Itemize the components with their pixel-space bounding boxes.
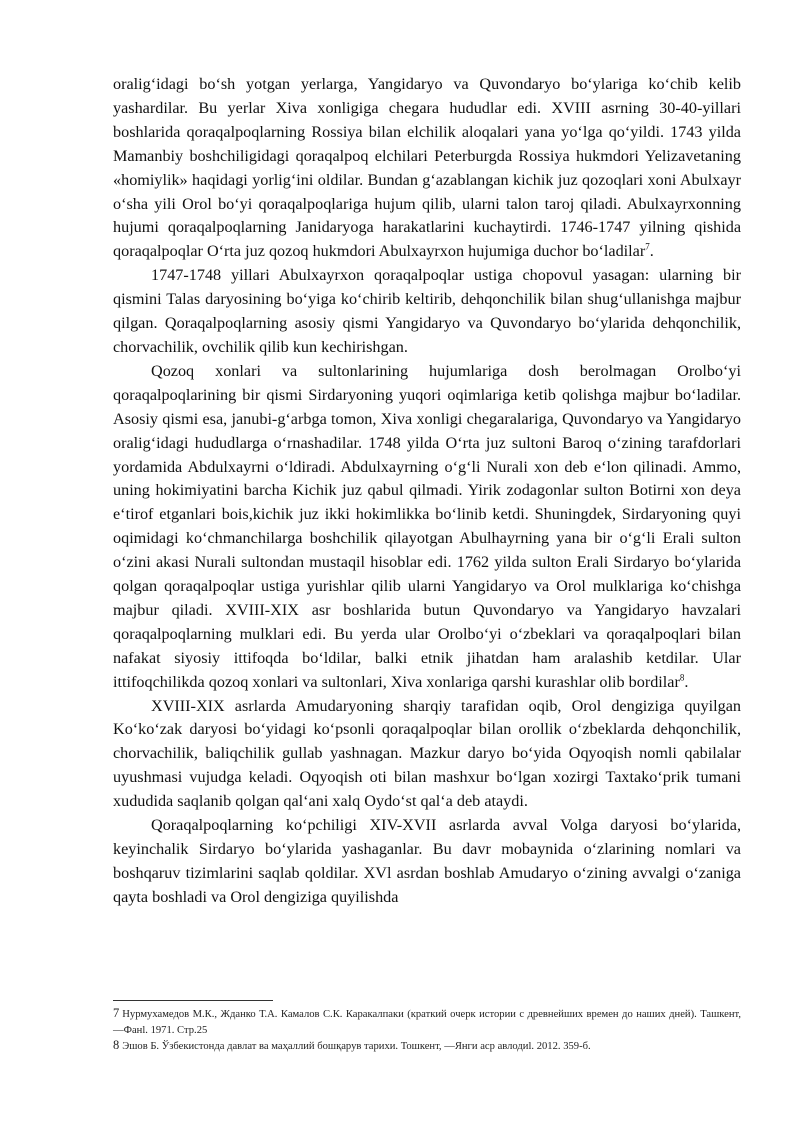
paragraph-text: Qozoq xonlari va sultonlarining hujumlariga dosh berolmagan Orolbo‘yi qoraqalpoqlarining bir qismi Sirdaryoning yuqori oqimlariga ketib qolishga majbur bo‘ladilar. Asosiy qismi esa, janubi-g‘arbga tomon, Xiva xonligi chegaralariga, Quvondaryo va Yangidaryo oralig‘idagi hududlarga o‘rnashadilar. 1748 yilda O‘rta juz sultoni Baroq o‘zining tarafdorlari yordamida Abdulxayrni o‘ldiradi. Abdulxayrning o‘g‘li Nurali xon deb e‘lon qilinadi. Ammo, uning hokimiyatini barcha Kichik juz qabul qilmadi. Yirik zodagonlar sulton Botirni xon deya e‘tirof etganlari bois,kichik juz ikki hokimlikka bo‘linib ketdi. Shuningdek, Sirdaryoning quyi oqimidagi ko‘chmanchilarga boshchilik qilayotgan Abulhayrning yana bir o‘g‘li Erali sulton o‘zini akasi Nurali sultondan mustaqil hisoblar edi. 1762 yilda sulton Erali Sirdaryo bo‘ylarida qolgan qoraqalpoqlar ustiga yurishlar qilib ularni Yangidaryo va Orol mulklariga ko‘chishga majbur qiladi. XVIII-XIX asr boshlarida butun Quvondaryo va Yangidaryo havzalari qoraqalpoqlarning mulklari edi. Bu yerda ular Orolbo‘yi o‘zbeklari va qoraqalpoqlari bilan nafakat siyosiy ittifoqda bo‘ldilar, balki etnik jihatdan ham aralashib ketdilar. Ular ittifoqchilikda qozoq xonlari va sultonlari, Xiva xonlariga qarshi kurashlar olib bordilar	[113, 361, 741, 691]
footnote-ref[interactable]: 8	[679, 672, 685, 683]
footnote-text: Эшов Б. Ўзбекистонда давлат ва маҳаллий бошқарув тарихи. Тошкент, —Янги аср авлодиl. 2012. 359-б.	[122, 1041, 591, 1052]
paragraph-text: oralig‘idagi bo‘sh yotgan yerlarga, Yangidaryo va Quvondaryo bo‘ylariga ko‘chib kelib yashardilar. Bu yerlar Xiva xonligiga chegara hududlar edi. XVIII asrning 30-40-yillari boshlarida qoraqalpoqlarning Rossiya bilan elchilik aloqalari yana yo‘lga qo‘yildi. 1743 yilda Mamanbiy boshchiligidagi qoraqalpoq elchilari Peterburgda Rossiya hukmdori Yelizavetaning «homiylik» haqidagi yorlig‘ini oldilar. Bundan g‘azablangan kichik juz qozoqlari xoni Abulxayr o‘sha yili Orol bo‘yi qoraqalpoqlariga hujum qilib, ularni talon taroj qiladi. Abulxayrxonning hujumi qoraqalpoqlarning Janidaryoga harakatlarini kuchaytirdi. 1746-1747 yilning qishida qoraqalpoqlar O‘rta juz qozoq hukmdori Abulxayrxon hujumiga duchor bo‘ladilar	[113, 75, 741, 261]
paragraph-tail: .	[684, 672, 689, 691]
paragraph	[113, 695, 741, 815]
footnote	[113, 1038, 741, 1055]
paragraph-text: Qoraqalpoqlarning ko‘pchiligi XIV-XVII asrlarda avval Volga daryosi bo‘ylarida, keyinchalik Sirdaryo bo‘ylarida yashaganlar. Bu davr mobaynida o‘zlarining nomlari va boshqaruv tizimlarini saqlab qoldilar. XVl asrdan boshlab Amudaryo o‘zining avvalgi o‘zaniga qayta boshladi va Orol dengiziga quyilishda	[113, 816, 741, 906]
footnote	[113, 1006, 741, 1038]
footnote-number: 8	[113, 1038, 120, 1052]
footnote-number: 7	[113, 1006, 120, 1020]
paragraph	[113, 73, 741, 264]
body-text	[113, 73, 741, 910]
paragraph	[113, 360, 741, 695]
paragraph	[113, 814, 741, 910]
paragraph-text: 1747-1748 yillari Abulxayrxon qoraqalpoqlar ustiga chopovul yasagan: ularning bir qismini Talas daryosining bo‘yiga ko‘chirib keltirib, dehqonchilik bilan shug‘ullanishga majbur qilgan. Qoraqalpoqlarning asosiy qismi Yangidaryo va Quvondaryo bo‘ylarida dehqonchilik, chorvachilik, ovchilik qilib kun kechirishgan.	[113, 266, 741, 356]
paragraph	[113, 264, 741, 360]
footnote-ref[interactable]: 7	[645, 241, 650, 252]
footnotes	[113, 1006, 741, 1055]
footnote-text: Нурмухамедов М.К., Жданко Т.А. Камалов С.К. Каракалпаки (краткий очерк истории с древнейших времен до наших дней). Ташкент, —Фанl. 1971. Стр.25	[113, 1009, 741, 1036]
paragraph-text: XVIII-XIX asrlarda Amudaryoning sharqiy tarafidan oqib, Orol dengiziga quyilgan Ko‘ko‘zak daryosi bo‘yidagi ko‘psonli qoraqalpoqlar bilan orollik o‘zbeklarda dehqonchilik, chorvachilik, baliqchilik gullab yashnagan. Mazkur daryo bo‘yida Oqyoqish nomli qabilalar uyushmasi vujudga keladi. Oqyoqish oti bilan mashxur bo‘lgan xozirgi Taxtako‘prik tumani xududida saqlanib qolgan qal‘ani xalq Oydo‘st qal‘a deb ataydi.	[113, 696, 741, 811]
footnote-divider	[113, 1000, 273, 1001]
paragraph-tail: .	[649, 242, 654, 261]
